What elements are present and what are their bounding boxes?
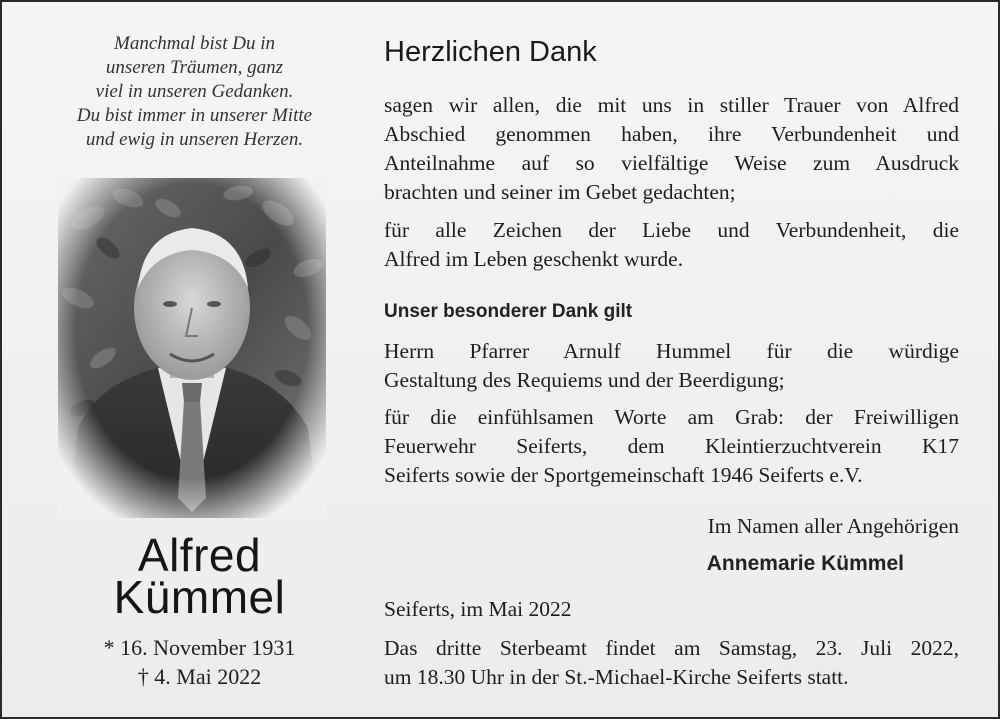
- place-date: Seiferts, im Mai 2022: [384, 597, 572, 621]
- thanks-paragraph-2: [384, 216, 959, 274]
- thanks-paragraph-1: [384, 91, 959, 207]
- text-line: Seiferts sowie der Sportgemeinschaft 1946 Seiferts e.V.: [384, 463, 863, 487]
- text-line: Herrn Pfarrer Arnulf Hummel für die würdige: [384, 339, 959, 363]
- signer-name: Annemarie Kümmel: [706, 552, 904, 575]
- thanks-heading: Herzlichen Dank: [384, 36, 597, 68]
- text-line: Feuerwehr Seiferts, dem Kleintierzuchtverein K17: [384, 434, 959, 458]
- poem-line: und ewig in unseren Herzen.: [85, 129, 304, 150]
- text-line: für alle Zeichen der Liebe und Verbundenheit, die: [384, 218, 959, 242]
- memorial-poem: [32, 32, 357, 152]
- poem-line: Manchmal bist Du in: [114, 33, 275, 54]
- text-line: Anteilnahme auf so vielfältige Weise zum Ausdruck: [384, 151, 959, 175]
- text-line: brachten und seiner im Gebet gedachten;: [384, 180, 736, 204]
- death-date: † 4. Mai 2022: [137, 664, 262, 689]
- text-line: für die einfühlsamen Worte am Grab: der Freiwilligen: [384, 405, 959, 429]
- on-behalf-line: Im Namen aller Angehörigen: [707, 514, 959, 538]
- thanks-paragraph-3: [384, 337, 959, 395]
- text-line: um 18.30 Uhr in der St.-Michael-Kirche Seiferts statt.: [384, 665, 849, 689]
- text-line: Gestaltung des Requiems und der Beerdigung;: [384, 368, 785, 392]
- poem-line: Du bist immer in unserer Mitte: [76, 105, 313, 126]
- portrait-photo: [58, 178, 326, 518]
- poem-line: viel in unseren Gedanken.: [95, 81, 294, 102]
- deceased-first-name: Alfred: [137, 529, 262, 581]
- mass-notice: [384, 634, 959, 692]
- text-line: Das dritte Sterbeamt findet am Samstag, 23. Juli 2022,: [384, 636, 959, 660]
- thanks-paragraph-4: [384, 403, 959, 490]
- special-thanks-heading: Unser besonderer Dank gilt: [384, 301, 633, 322]
- text-line: Alfred im Leben geschenkt wurde.: [384, 247, 684, 271]
- deceased-last-name: Kümmel: [113, 571, 286, 623]
- text-line: sagen wir allen, die mit uns in stiller Trauer von Alfred: [384, 93, 959, 117]
- text-line: Abschied genommen haben, ihre Verbundenheit und: [384, 122, 959, 146]
- poem-line: unseren Träumen, ganz: [105, 57, 284, 78]
- birth-date: * 16. November 1931: [103, 635, 296, 660]
